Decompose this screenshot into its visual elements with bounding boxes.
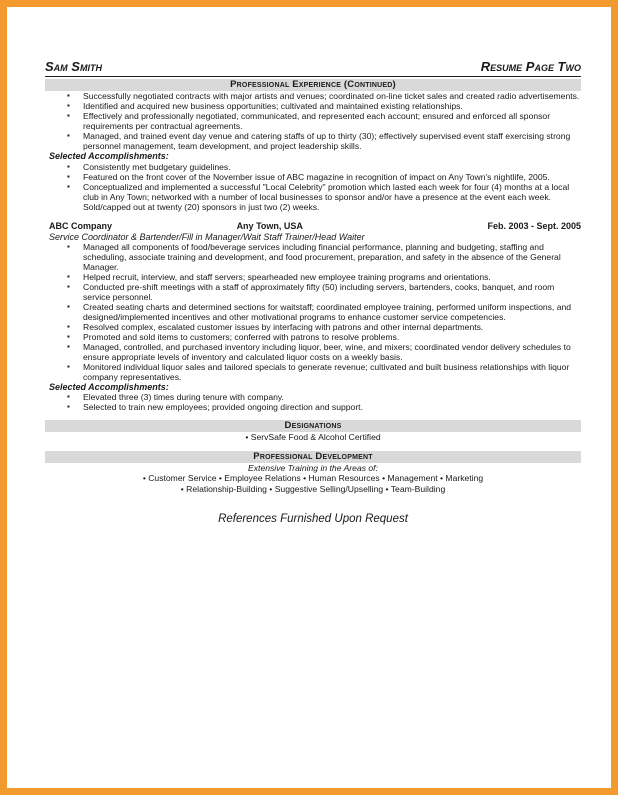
accomplishments-list bbox=[45, 392, 581, 412]
candidate-name: Sam Smith bbox=[45, 59, 102, 74]
list-item: ▪ Selected to train new employees; provided ongoing direction and support. bbox=[45, 402, 581, 412]
list-item: ▪ Conceptualized and implemented a successful "Local Celebrity" promotion which lasted each week for four (4) months at a local club in Any Town; networked with a number of local businesses to sponsor and/or have a presence at the event each week. Sold/capped out at twenty (20) sponsors in just two (2) weeks. bbox=[45, 182, 581, 212]
page-label: Resume Page Two bbox=[480, 59, 581, 74]
references-note: References Furnished Upon Request bbox=[218, 513, 408, 525]
accomplishments-heading: Selected Accomplishments: bbox=[49, 381, 169, 392]
list-item: ▪ Managed all components of food/beverage services including financial performance, planning and budgeting, staffing and scheduling, associate training and development, and food procurement, preparation, and safety in the absence of the General Manager. bbox=[45, 242, 581, 272]
section-title-development: Professional Development bbox=[45, 451, 581, 463]
company-name: ABC Company bbox=[49, 220, 113, 231]
list-item: ▪ Elevated three (3) times during tenure with company. bbox=[45, 392, 581, 402]
job-bullets bbox=[45, 242, 581, 382]
job-title: Service Coordinator & Bartender/Fill in Manager/Wait Staff Trainer/Head Waiter bbox=[49, 231, 365, 242]
page-header bbox=[45, 59, 581, 77]
list-item: ▪ Managed, and trained event day venue and catering staffs of up to thirty (30); effectively supervised event staff exercising strong personnel management, team development, and project leadership skills. bbox=[45, 131, 581, 151]
designation-line: • ServSafe Food & Alcohol Certified bbox=[245, 432, 381, 442]
accomplishments-list bbox=[45, 162, 581, 212]
resume-content bbox=[45, 59, 581, 526]
accomplishments-heading: Selected Accomplishments: bbox=[49, 151, 169, 161]
list-item: ▪ Monitored individual liquor sales and tailored specials to generate revenue; cultivated and built business relationships with liquor company representatives. bbox=[45, 362, 581, 382]
list-item: ▪ Promoted and sold items to customers; conferred with patrons to resolve problems. bbox=[45, 332, 581, 342]
development-line-2: • Relationship-Building • Suggestive Selling/Upselling • Team-Building bbox=[180, 483, 446, 494]
job-location: Any Town, USA bbox=[236, 220, 303, 231]
list-item: ▪ Helped recruit, interview, and staff servers; spearheaded new employee training programs and orientations. bbox=[45, 272, 581, 282]
development-line-1: • Customer Service • Employee Relations • Human Resources • Management • Marketing bbox=[142, 473, 484, 483]
list-item: ▪ Consistently met budgetary guidelines. bbox=[45, 162, 581, 172]
list-item: ▪ Effectively and professionally negotiated, communicated, and represented each account; ensured and enforced all sponsor requirements per contractual agreements. bbox=[45, 111, 581, 131]
list-item: ▪ Successfully negotiated contracts with major artists and venues; coordinated on-line ticket sales and created radio advertisements. bbox=[45, 91, 581, 101]
list-item: ▪ Identified and acquired new business opportunities; cultivated and maintained existing relationships. bbox=[45, 101, 581, 111]
resume-page bbox=[7, 7, 611, 788]
list-item: ▪ Featured on the front cover of the November issue of ABC magazine in recognition of impact on Any Town's nightlife, 2005. bbox=[45, 172, 581, 182]
job-dates: Feb. 2003 - Sept. 2005 bbox=[487, 220, 581, 231]
experience-bullets-top bbox=[45, 91, 581, 151]
development-subtitle: Extensive Training in the Areas of: bbox=[248, 462, 378, 473]
section-title-experience: Professional Experience (Continued) bbox=[45, 79, 581, 91]
list-item: ▪ Resolved complex, escalated customer issues by interfacing with patrons and other internal departments. bbox=[45, 322, 581, 332]
section-title-designations: Designations bbox=[45, 420, 581, 432]
list-item: ▪ Created seating charts and determined sections for waitstaff; coordinated employee training, performed uniform inspections, and designed/implemented incentives and other motivational programs to enhance customer service competencies. bbox=[45, 302, 581, 322]
list-item: ▪ Managed, controlled, and purchased inventory including liquor, beer, wine, and mixers; coordinated vendor delivery schedules to ensure appropriate levels of inventory and calculated liquor costs on a weekly basis. bbox=[45, 342, 581, 362]
list-item: ▪ Conducted pre-shift meetings with a staff of approximately fifty (50) including servers, bartenders, cooks, banquet, and room service personnel. bbox=[45, 282, 581, 302]
job-header bbox=[49, 221, 581, 232]
